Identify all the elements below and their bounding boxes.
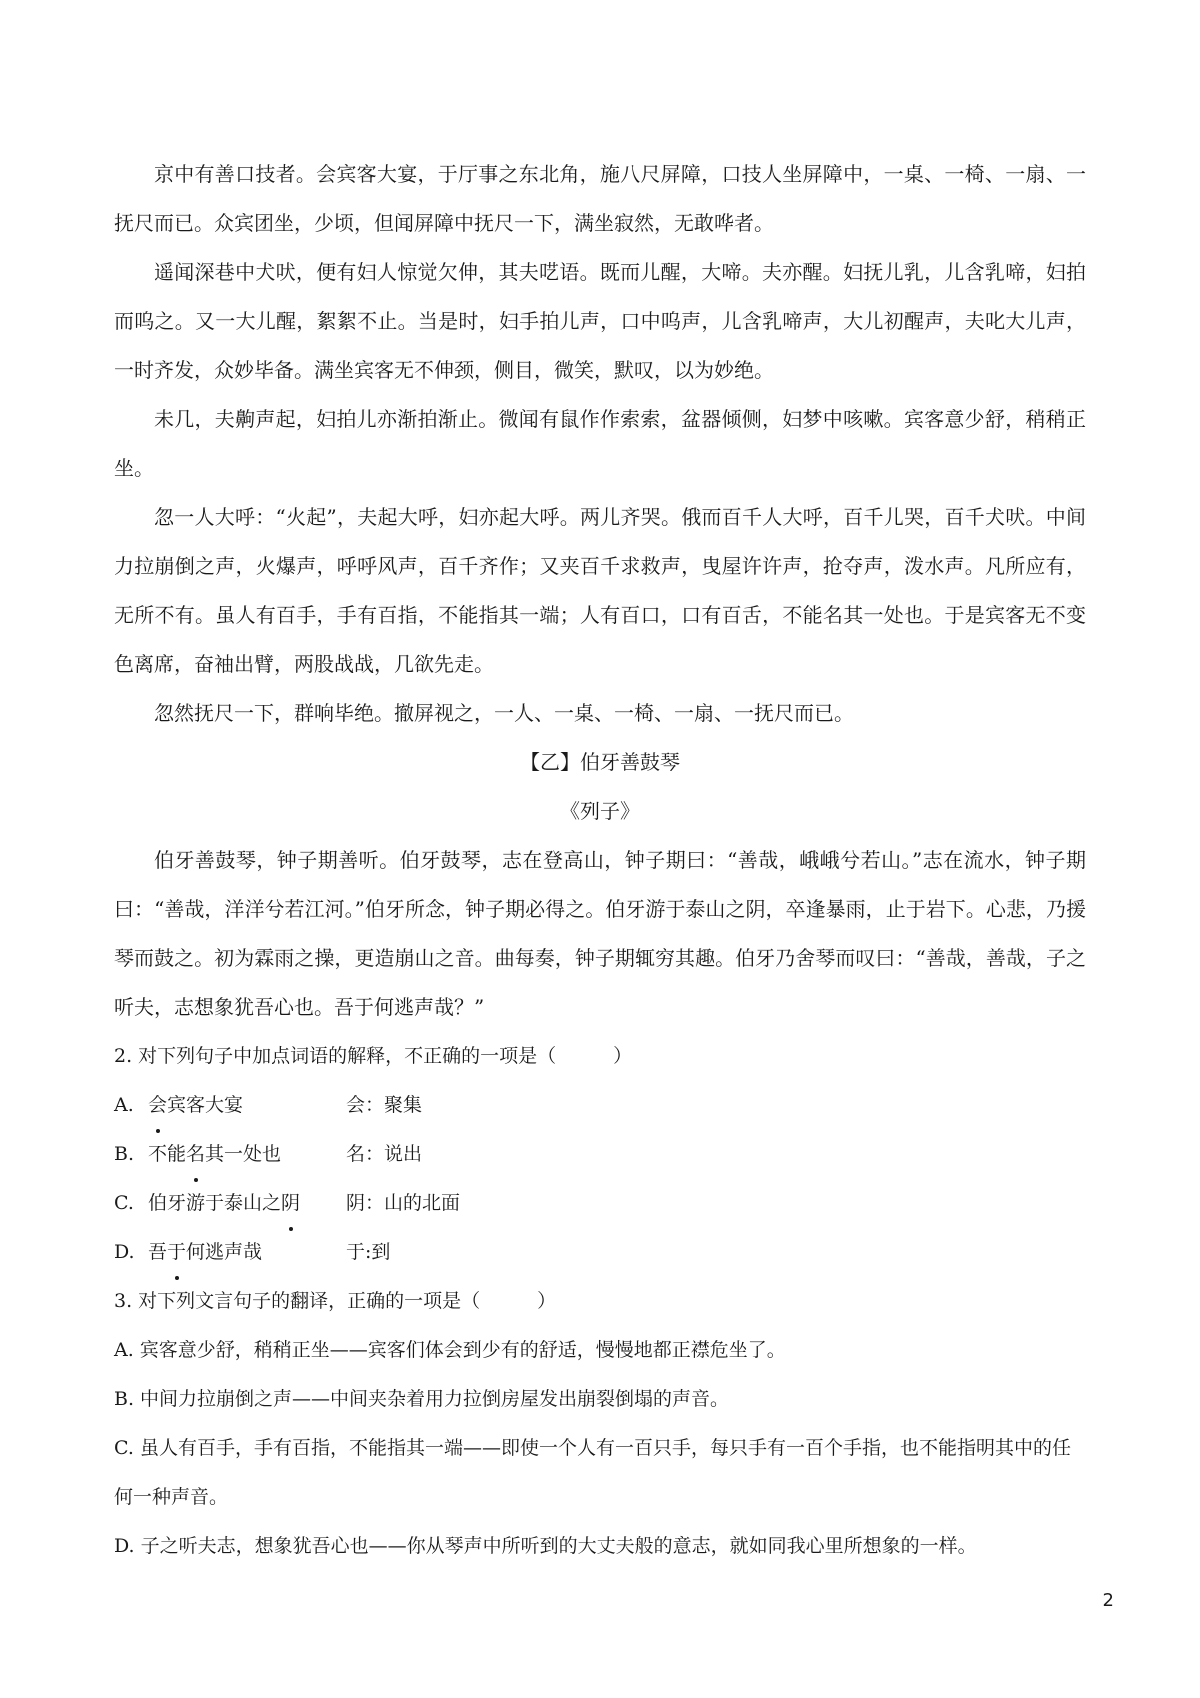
option-b: B. 中间力拉崩倒之声——中间夹杂着用力拉倒房屋发出崩裂倒塌的声音。 <box>114 1388 730 1410</box>
option-gloss: 阴：山的北面 <box>346 1192 461 1214</box>
option-sentence: 会宾客大宴 <box>148 1081 346 1130</box>
question-stem: 3. 对下列文言句子的翻译，正确的一项是（ ） <box>114 1290 557 1312</box>
option-a: A. 宾客意少舒，稍稍正坐——宾客们体会到少有的舒适，慢慢地都正襟危坐了。 <box>114 1339 786 1361</box>
option-c: C. 虽人有百手，手有百指，不能指其一端——即使一个人有一百只手，每只手有一百个手指，也不能指明其中的任何一种声音。 <box>114 1437 1071 1508</box>
option-sentence: 伯牙游于泰山之阴 <box>148 1179 346 1228</box>
option-letter: B. <box>114 1143 135 1165</box>
passage-source: 《列子》 <box>560 799 640 823</box>
paragraph: 忽然抚尺一下，群响毕绝。撤屏视之，一人、一桌、一椅、一扇、一抚尺而已。 <box>154 701 854 725</box>
dotted-word: 名 <box>186 1130 205 1179</box>
option-a <box>114 1081 1086 1130</box>
passage-yi <box>114 738 1086 1032</box>
option-sentence: 不能名其一处也 <box>148 1130 346 1179</box>
paragraph: 忽一人大呼：“火起”，夫起大呼，妇亦起大呼。两儿齐哭。俄而百千人大呼，百千儿哭，百千犬吠。中间力拉崩倒之声，火爆声，呼呼风声，百千齐作；又夹百千求救声，曳屋许许声，抢夺声，泼水声。凡所应有，无所不有。虽人有百手，手有百指，不能指其一端；人有百口，口有百舌，不能名其一处也。于是宾客无不变色离席，奋袖出臂，两股战战，几欲先走。 <box>114 505 1086 676</box>
option-gloss: 名：说出 <box>346 1143 423 1165</box>
paragraph: 京中有善口技者。会宾客大宴，于厅事之东北角，施八尺屏障，口技人坐屏障中，一桌、一椅、一扇、一抚尺而已。众宾团坐，少顷，但闻屏障中抚尺一下，满坐寂然，无敢哗者。 <box>114 162 1086 235</box>
option-letter: D. <box>114 1241 135 1263</box>
dotted-word: 阴 <box>281 1179 300 1228</box>
page-number: 2 <box>1102 1590 1114 1611</box>
paragraph: 未几，夫齁声起，妇拍儿亦渐拍渐止。微闻有鼠作作索索，盆器倾侧，妇梦中咳嗽。宾客意少舒，稍稍正坐。 <box>114 407 1086 480</box>
document-page <box>114 150 1086 1571</box>
paragraph: 遥闻深巷中犬吠，便有妇人惊觉欠伸，其夫呓语。既而儿醒，大啼。夫亦醒。妇抚儿乳，儿含乳啼，妇拍而呜之。又一大儿醒，絮絮不止。当是时，妇手拍儿声，口中呜声，儿含乳啼声，大儿初醒声，夫叱大儿声，一时齐发，众妙毕备。满坐宾客无不伸颈，侧目，微笑，默叹，以为妙绝。 <box>114 260 1086 382</box>
option-sentence: 吾于何逃声哉 <box>148 1228 346 1277</box>
option-gloss: 会：聚集 <box>346 1094 423 1116</box>
option-d: D. 子之听夫志，想象犹吾心也——你从琴声中所听到的大丈夫般的意志，就如同我心里所想象的一样。 <box>114 1535 977 1557</box>
dotted-word: 于 <box>167 1228 186 1277</box>
option-d <box>114 1228 1086 1277</box>
question-2 <box>114 1032 1086 1277</box>
paragraph: 伯牙善鼓琴，钟子期善听。伯牙鼓琴，志在登高山，钟子期曰：“善哉，峨峨兮若山。”志在流水，钟子期曰：“善哉，洋洋兮若江河。”伯牙所念，钟子期必得之。伯牙游于泰山之阴，卒逢暴雨，止于岩下。心悲，乃援琴而鼓之。初为霖雨之操，更造崩山之音。曲每奏，钟子期辄穷其趣。伯牙乃舍琴而叹曰：“善哉，善哉，子之听夫，志想象犹吾心也。吾于何逃声哉？” <box>114 848 1086 1019</box>
dotted-word: 会 <box>148 1081 167 1130</box>
passage-title: 【乙】伯牙善鼓琴 <box>520 750 680 774</box>
passage-jia <box>114 150 1086 738</box>
question-3 <box>114 1277 1086 1571</box>
option-c <box>114 1179 1086 1228</box>
option-gloss: 于:到 <box>346 1241 391 1263</box>
option-letter: C. <box>114 1192 134 1214</box>
question-stem: 2. 对下列句子中加点词语的解释，不正确的一项是（ ） <box>114 1045 633 1067</box>
option-b <box>114 1130 1086 1179</box>
option-letter: A. <box>114 1094 134 1116</box>
